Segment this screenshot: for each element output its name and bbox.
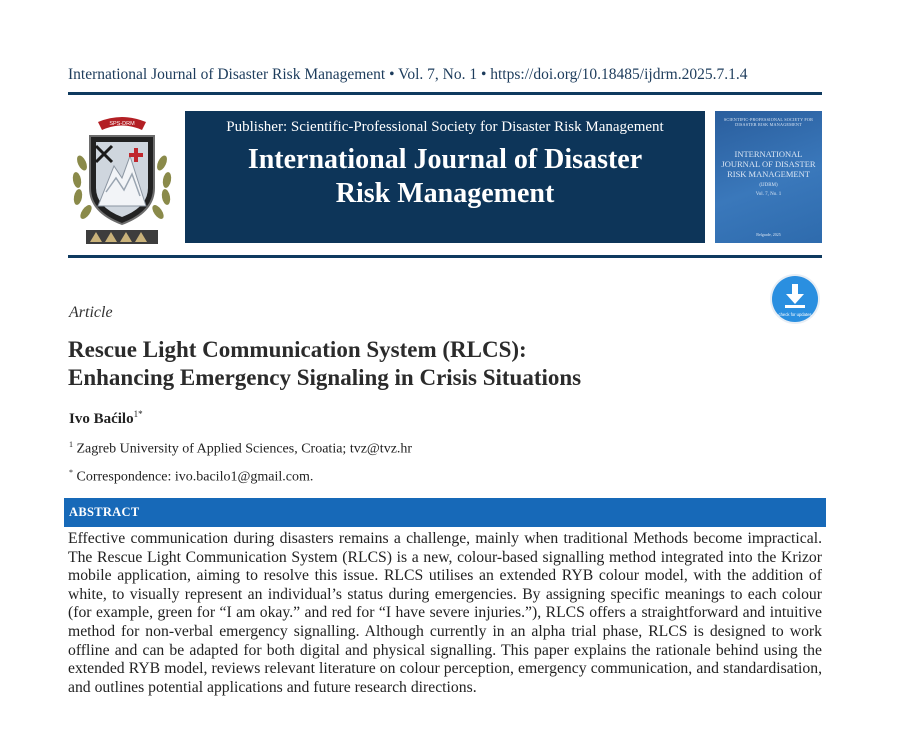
article-type: Article (69, 304, 113, 321)
abstract-heading-bar (64, 498, 826, 527)
logo-ribbon-text: SPS-DRM (109, 121, 135, 127)
journal-title-line1: International Journal of Disaster (247, 144, 643, 175)
correspondence-mark: * (69, 468, 73, 477)
journal-banner (185, 111, 705, 243)
affiliation-line (69, 440, 412, 458)
paper-title-line2: Enhancing Emergency Signaling in Crisis Situations (68, 365, 582, 390)
paper-title-line1: Rescue Light Communication System (RLCS): (68, 337, 527, 362)
author-name: Ivo Baćilo (69, 411, 134, 427)
cover-abbr: (IJDRM) (759, 183, 778, 188)
affiliation-mark: 1 (69, 440, 73, 449)
paper-title (68, 336, 788, 392)
cover-bottom: Belgrade, 2025 (756, 232, 781, 237)
society-logo (68, 108, 176, 246)
header-divider (68, 92, 822, 95)
journal-title-line2: Risk Management (335, 178, 555, 209)
author-line (69, 409, 143, 428)
banner-divider (68, 255, 822, 258)
affiliation-text: Zagreb University of Applied Sciences, Croatia; tvz@tvz.hr (73, 441, 413, 457)
cover-society-text: SCIENTIFIC-PROFESSIONAL SOCIETY FOR DISASTER RISK MANAGEMENT (723, 117, 814, 127)
cover-title: INTERNATIONAL JOURNAL OF DISASTER RISK MANAGEMENT (721, 149, 816, 179)
abstract-body: Effective communication during disasters remains a challenge, mainly when traditional Methods become impractical. The Rescue Light Communication System (RLCS) is a new, colour-based signalling method integrated into the Krizor mobile application, aiming to resolve this issue. RLCS utilises an extended RYB colour model, with the addition of white, to visually represent an individual’s status during emergencies. By assigning specific meanings to each colour (for example, green for “I am okay.” and red for “I have severe injuries.”), RLCS offers a straightforward and intuitive method for non-verbal emergency signalling. Although currently in an alpha trial phase, RLCS is designed to work offline and can be adapted for both digital and physical signalling. This paper explains the rationale behind using the extended RYB model, reviews relevant literature on colour perception, emergency communication, and standardisation, and outlines potential applications and future research directions. (68, 530, 822, 696)
cover-issue: Vol. 7, No. 1 (755, 192, 782, 197)
publisher-line: Publisher: Scientific-Professional Society for Disaster Risk Management (226, 119, 664, 135)
journal-title (185, 143, 705, 211)
check-updates-label: check for updates (778, 312, 812, 317)
journal-citation-line: International Journal of Disaster Risk Management • Vol. 7, No. 1 • https://doi.org/10.18485/ijdrm.2025.7.1.4 (68, 66, 748, 83)
abstract-heading: ABSTRACT (69, 505, 140, 519)
correspondence-text: Correspondence: ivo.bacilo1@gmail.com. (73, 469, 314, 485)
check-for-updates-button[interactable] (769, 273, 821, 325)
journal-cover-thumbnail (715, 111, 822, 243)
author-marks: 1* (133, 409, 143, 419)
correspondence-line (69, 468, 313, 486)
